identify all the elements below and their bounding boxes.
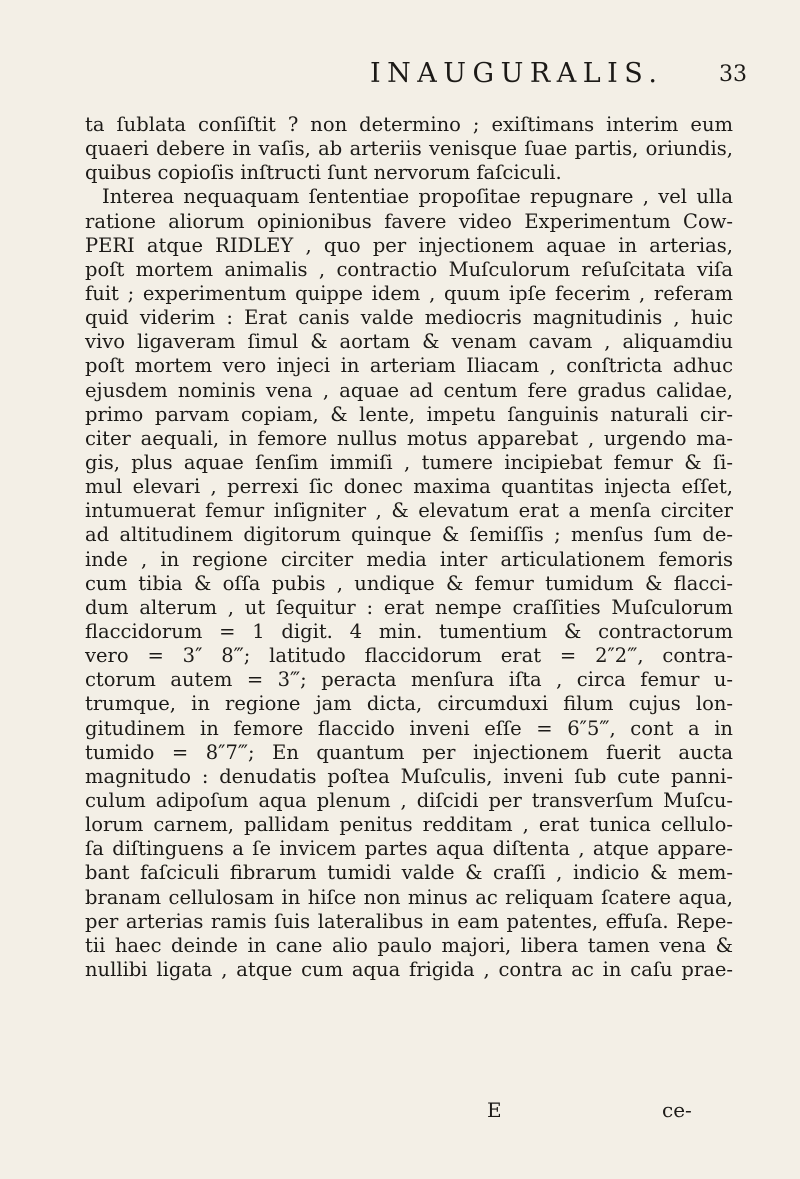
body-text (85, 113, 733, 982)
text-line: mul elevari , perrexi ſic donec maxima quantitas injecta eſſet, (85, 475, 733, 499)
text-line: inde , in regione circiter media inter articulationem femoris (85, 547, 733, 571)
text-line: culum adipoſum aqua plenum , diſcidi per transverſum Muſcu- (85, 788, 733, 812)
running-title: INAUGURALIS. (370, 58, 664, 89)
text-line: bant faſciculi fibrarum tumidi valde & craſſi , indicio & mem- (85, 861, 733, 885)
text-line: ejusdem nominis vena , aquae ad centum fere gradus calidae, (85, 378, 733, 402)
text-line: tii haec deinde in cane alio paulo majori, libera tamen vena & (85, 933, 733, 957)
text-line: per arterias ramis ſuis lateralibus in eam patentes, effuſa. Repe- (85, 909, 733, 933)
text-line: ta ſublata conſiſtit ? non determino ; exiſtimans interim eum (85, 113, 733, 136)
text-line: gitudinem in femore flaccido inveni eſſe = 6″5‴, cont a in (85, 716, 733, 740)
text-line: ſa diſtinguens a ſe invicem partes aqua diſtenta , atque appare- (85, 837, 733, 861)
running-head (0, 58, 800, 98)
text-line: trumque, in regione jam dicta, circumduxi filum cujus lon- (85, 692, 733, 716)
text-line: ctorum autem = 3‴; peracta menſura iſta , circa femur u- (85, 668, 733, 692)
text-line: quaeri debere in vaſis, ab arteriis venisque ſuae partis, oriundis, (85, 137, 733, 161)
text-line: cum tibia & oſſa pubis , undique & femur tumidum & flacci- (85, 571, 733, 595)
text-line: dum alterum , ut ſequitur : erat nempe craſſities Muſculorum (85, 595, 733, 619)
text-line: quid viderim : Erat canis valde mediocris magnitudinis , huic (85, 306, 733, 330)
text-line: primo parvam copiam, & lente, impetu ſanguinis naturali cir- (85, 402, 733, 426)
text-line: flaccidorum = 1 digit. 4 min. tumentium & contractorum (85, 619, 733, 643)
signature-mark: E (487, 1098, 502, 1122)
text-line: nullibi ligata , atque cum aqua frigida , contra ac in caſu prae- (85, 957, 733, 981)
text-line: poſt mortem vero injeci in arteriam Iliacam , conſtricta adhuc (85, 354, 733, 378)
text-line: citer aequali, in femore nullus motus apparebat , urgendo ma- (85, 426, 733, 450)
text-line: vivo ligaveram ſimul & aortam & venam cavam , aliquamdiu (85, 330, 733, 354)
catchword: ce- (662, 1098, 692, 1122)
text-line: tumido = 8″7‴; En quantum per injectionem fuerit aucta (85, 740, 733, 764)
text-line: magnitudo : denudatis poſtea Muſculis, inveni ſub cute panni- (85, 764, 733, 788)
text-line: ad altitudinem digitorum quinque & ſemiſſis ; menſus ſum de- (85, 523, 733, 547)
text-line: poſt mortem animalis , contractio Muſculorum reſuſcitata viſa (85, 257, 733, 281)
text-line: branam cellulosam in hiſce non minus ac reliquam ſcatere aqua, (85, 885, 733, 909)
text-line: quibus copioſis inſtructi ſunt nervorum faſciculi. (85, 161, 562, 185)
text-line: intumuerat femur inſigniter , & elevatum erat a menſa circiter (85, 499, 733, 523)
text-line: PERI atque RIDLEY , quo per injectionem aquae in arterias, (85, 233, 733, 257)
page-number: 33 (719, 62, 747, 87)
text-line: vero = 3″ 8‴; latitudo flaccidorum erat = 2″2‴, contra- (85, 644, 733, 668)
text-line: gis, plus aquae ſenſim immiſi , tumere incipiebat femur & ſi- (85, 450, 733, 474)
text-line: fuit ; experimentum quippe idem , quum ipſe fecerim , referam (85, 281, 733, 305)
page-footer (0, 1098, 800, 1124)
text-line: lorum carnem, pallidam penitus redditam , erat tunica cellulo- (85, 813, 733, 837)
paragraph-start-line: Interea nequaquam ſententiae propoſitae repugnare , vel ulla (102, 185, 733, 209)
text-line: ratione aliorum opinionibus favere video Experimentum Cow- (85, 209, 733, 233)
